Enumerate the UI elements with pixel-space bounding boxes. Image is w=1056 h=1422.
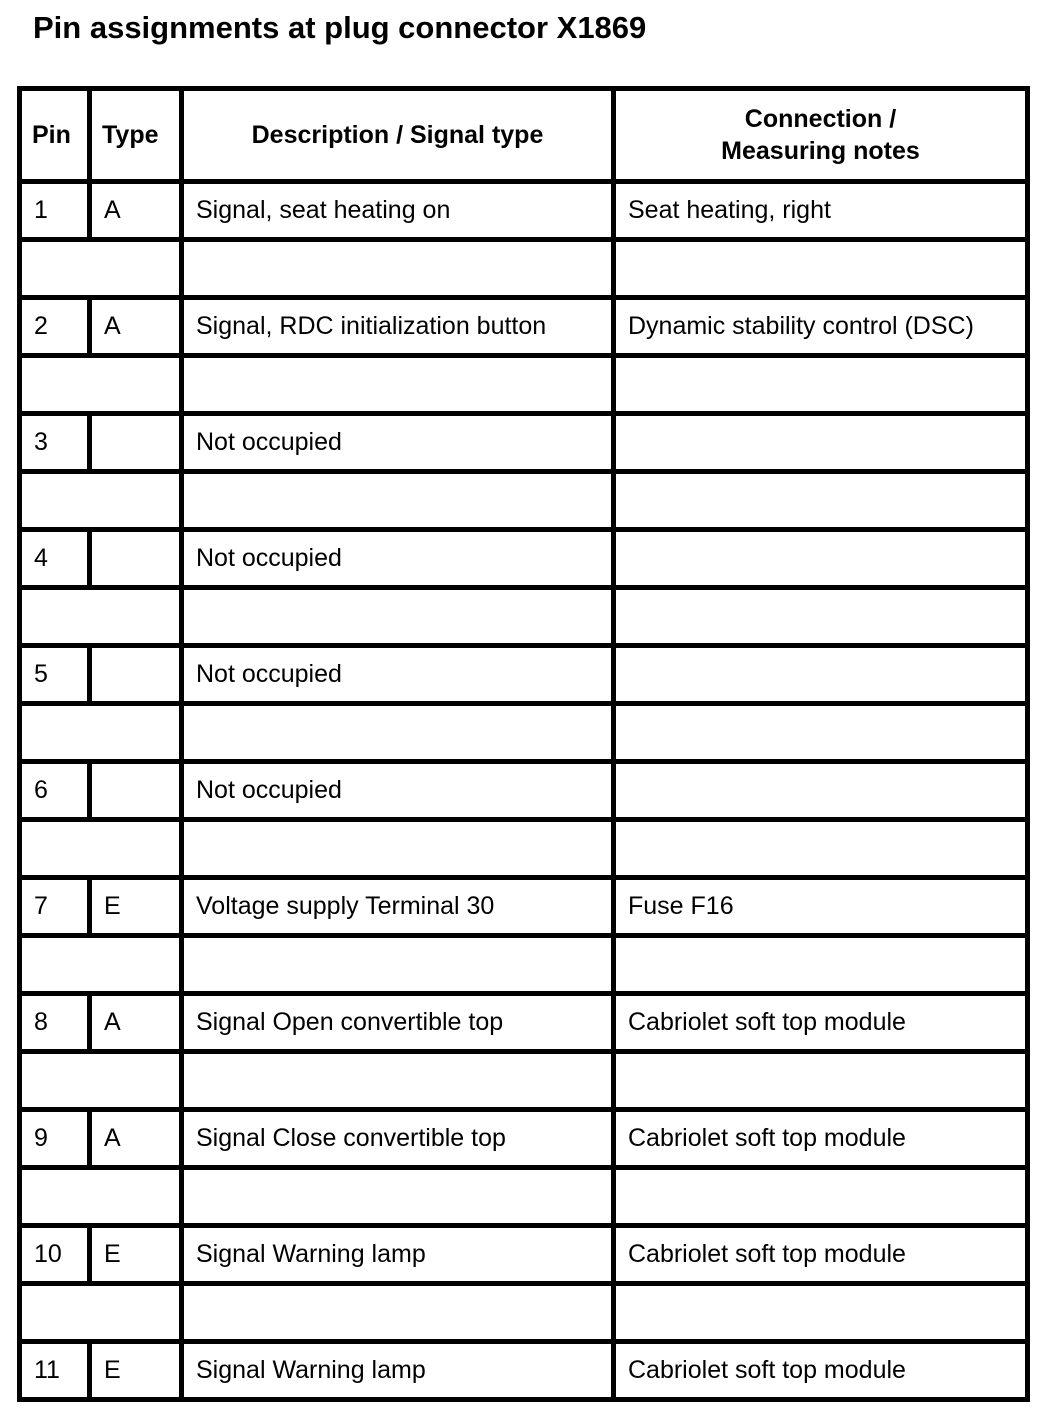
spacer-cell: [182, 240, 614, 298]
table-row: [20, 414, 1028, 472]
cell-description: Signal Close convertible top: [182, 1110, 614, 1168]
cell-type: [90, 762, 182, 820]
cell-description: Not occupied: [182, 414, 614, 472]
table-row: [20, 1342, 1028, 1400]
spacer-cell: [20, 820, 182, 878]
header-connection-line2: Measuring notes: [721, 137, 920, 165]
cell-type: E: [90, 1342, 182, 1400]
table-body: [20, 182, 1028, 1400]
cell-description: Signal Warning lamp: [182, 1342, 614, 1400]
cell-connection: Seat heating, right: [614, 182, 1028, 240]
spacer-cell: [614, 588, 1028, 646]
cell-description: Voltage supply Terminal 30: [182, 878, 614, 936]
spacer-cell: [182, 472, 614, 530]
cell-connection: Cabriolet soft top module: [614, 1342, 1028, 1400]
cell-connection: [614, 646, 1028, 704]
spacer-row: [20, 936, 1028, 994]
spacer-cell: [20, 1168, 182, 1226]
header-connection: [614, 89, 1028, 182]
table-row: [20, 1226, 1028, 1284]
cell-connection: [614, 414, 1028, 472]
spacer-cell: [20, 1052, 182, 1110]
cell-connection: [614, 530, 1028, 588]
table-row: [20, 298, 1028, 356]
cell-pin: 7: [20, 878, 90, 936]
cell-description: Signal, RDC initialization button: [182, 298, 614, 356]
cell-type: E: [90, 878, 182, 936]
spacer-row: [20, 356, 1028, 414]
cell-connection: Fuse F16: [614, 878, 1028, 936]
spacer-cell: [20, 240, 182, 298]
cell-description: Signal Warning lamp: [182, 1226, 614, 1284]
spacer-row: [20, 1168, 1028, 1226]
pin-assignment-table: [17, 86, 1030, 1402]
spacer-cell: [614, 1052, 1028, 1110]
cell-description: Signal, seat heating on: [182, 182, 614, 240]
table-row: [20, 762, 1028, 820]
spacer-cell: [614, 936, 1028, 994]
cell-type: [90, 646, 182, 704]
cell-type: A: [90, 994, 182, 1052]
header-pin: Pin: [20, 89, 90, 182]
spacer-cell: [614, 356, 1028, 414]
spacer-cell: [614, 240, 1028, 298]
cell-connection: Dynamic stability control (DSC): [614, 298, 1028, 356]
spacer-row: [20, 240, 1028, 298]
spacer-cell: [614, 820, 1028, 878]
cell-pin: 11: [20, 1342, 90, 1400]
spacer-cell: [614, 1168, 1028, 1226]
spacer-cell: [20, 704, 182, 762]
spacer-row: [20, 704, 1028, 762]
cell-type: A: [90, 182, 182, 240]
cell-type: E: [90, 1226, 182, 1284]
spacer-cell: [182, 1284, 614, 1342]
spacer-cell: [614, 704, 1028, 762]
spacer-row: [20, 1284, 1028, 1342]
cell-description: Not occupied: [182, 646, 614, 704]
table-row: [20, 1110, 1028, 1168]
table-row: [20, 994, 1028, 1052]
spacer-row: [20, 1052, 1028, 1110]
spacer-cell: [182, 1168, 614, 1226]
cell-type: A: [90, 1110, 182, 1168]
spacer-cell: [20, 588, 182, 646]
spacer-cell: [182, 704, 614, 762]
spacer-cell: [20, 1284, 182, 1342]
cell-description: Signal Open convertible top: [182, 994, 614, 1052]
spacer-row: [20, 472, 1028, 530]
spacer-cell: [182, 936, 614, 994]
cell-pin: 5: [20, 646, 90, 704]
cell-pin: 8: [20, 994, 90, 1052]
cell-connection: Cabriolet soft top module: [614, 1226, 1028, 1284]
table-row: [20, 182, 1028, 240]
header-type: Type: [90, 89, 182, 182]
spacer-row: [20, 588, 1028, 646]
cell-connection: Cabriolet soft top module: [614, 1110, 1028, 1168]
spacer-cell: [614, 1284, 1028, 1342]
spacer-cell: [182, 1052, 614, 1110]
spacer-cell: [20, 472, 182, 530]
spacer-cell: [182, 820, 614, 878]
cell-connection: Cabriolet soft top module: [614, 994, 1028, 1052]
page-title: Pin assignments at plug connector X1869: [33, 10, 647, 45]
cell-pin: 1: [20, 182, 90, 240]
cell-description: Not occupied: [182, 530, 614, 588]
table-header-row: [20, 89, 1028, 182]
cell-pin: 9: [20, 1110, 90, 1168]
cell-type: [90, 414, 182, 472]
spacer-cell: [182, 588, 614, 646]
cell-type: A: [90, 298, 182, 356]
header-description: Description / Signal type: [182, 89, 614, 182]
cell-pin: 10: [20, 1226, 90, 1284]
cell-type: [90, 530, 182, 588]
spacer-cell: [182, 356, 614, 414]
header-connection-line1: Connection /: [744, 105, 897, 133]
table-row: [20, 530, 1028, 588]
spacer-cell: [20, 356, 182, 414]
table-row: [20, 646, 1028, 704]
spacer-cell: [20, 936, 182, 994]
cell-connection: [614, 762, 1028, 820]
spacer-cell: [614, 472, 1028, 530]
table-row: [20, 878, 1028, 936]
spacer-row: [20, 820, 1028, 878]
cell-pin: 3: [20, 414, 90, 472]
cell-pin: 6: [20, 762, 90, 820]
cell-pin: 2: [20, 298, 90, 356]
cell-pin: 4: [20, 530, 90, 588]
cell-description: Not occupied: [182, 762, 614, 820]
